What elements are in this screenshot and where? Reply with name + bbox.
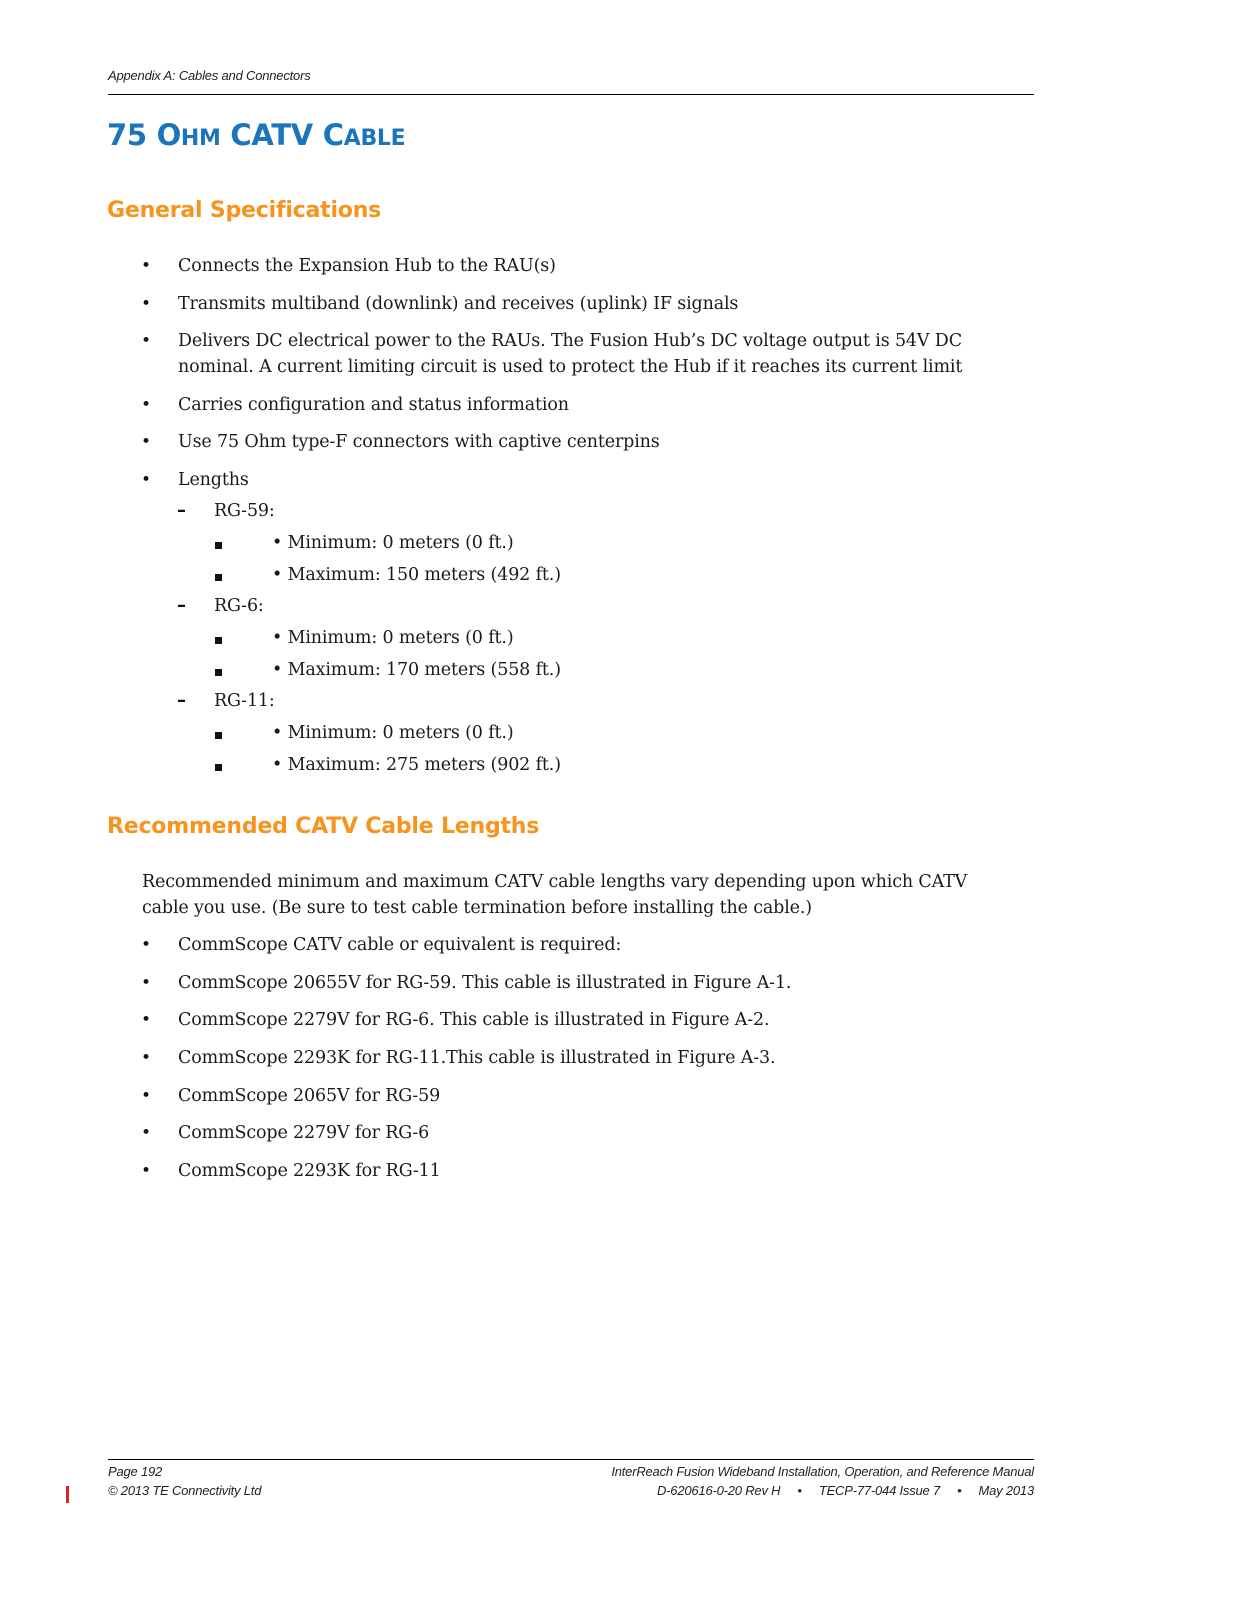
footer-rule (108, 1459, 1034, 1460)
spec-item: Delivers DC electrical power to the RAUs. The Fusion Hub’s DC voltage output is 54V DC (178, 331, 962, 351)
cable-type-rg11: RG-11: (214, 691, 275, 711)
dash-symbol: – (177, 500, 186, 521)
bullet-symbol: • (141, 256, 152, 276)
length-minimum: • Minimum: 0 meters (0 ft.) (272, 723, 514, 743)
spec-item-continuation: nominal. A current limiting circuit is used to protect the Hub if it reaches its current limit (178, 357, 963, 377)
document-id: D-620616-0-20 Rev H • TECP-77-044 Issue 7 • May 2013 (656, 1483, 1034, 1498)
running-header: Appendix A: Cables and Connectors (108, 68, 311, 83)
square-bullet-icon (215, 764, 222, 771)
square-bullet-icon (215, 637, 222, 644)
bullet-symbol: • (141, 432, 152, 452)
cable-type-rg59: RG-59: (214, 501, 275, 521)
bullet-symbol: • (141, 935, 152, 955)
bullet-symbol: • (141, 395, 152, 415)
recommended-item: CommScope 2065V for RG-59 (178, 1086, 441, 1106)
manual-title: InterReach Fusion Wideband Installation, Operation, and Reference Manual (611, 1464, 1034, 1479)
cable-type-rg6: RG-6: (214, 596, 264, 616)
title-ohm-initial: O (156, 118, 181, 152)
copyright: © 2013 TE Connectivity Ltd (108, 1483, 262, 1498)
page-title (107, 118, 405, 152)
recommended-item: CommScope 2293K for RG-11 (178, 1161, 441, 1181)
square-bullet-icon (215, 732, 222, 739)
title-ohm-smallcaps: HM (180, 126, 221, 151)
header-rule (108, 94, 1034, 95)
recommended-item: CommScope 2279V for RG-6. This cable is illustrated in Figure A-2. (178, 1010, 770, 1030)
general-specifications-heading: General Specifications (107, 198, 382, 223)
recommended-paragraph-line: Recommended minimum and maximum CATV cable lengths vary depending upon which CATV (142, 872, 968, 892)
spec-item-lengths: Lengths (178, 470, 249, 490)
bullet-symbol: • (141, 294, 152, 314)
recommended-item: CommScope CATV cable or equivalent is required: (178, 935, 622, 955)
dash-symbol: – (177, 690, 186, 711)
recommended-item: CommScope 2279V for RG-6 (178, 1123, 430, 1143)
page-number: Page 192 (108, 1464, 163, 1479)
bullet-symbol: • (141, 1161, 152, 1181)
length-maximum: • Maximum: 275 meters (902 ft.) (272, 755, 561, 775)
bullet-symbol: • (141, 1048, 152, 1068)
bullet-symbol: • (141, 1123, 152, 1143)
dash-symbol: – (177, 595, 186, 616)
recommended-item: CommScope 20655V for RG-59. This cable is illustrated in Figure A-1. (178, 973, 792, 993)
bullet-symbol: • (141, 470, 152, 490)
spec-item: Connects the Expansion Hub to the RAU(s) (178, 256, 556, 276)
length-maximum: • Maximum: 150 meters (492 ft.) (272, 565, 561, 585)
square-bullet-icon (215, 574, 222, 581)
title-number: 75 (107, 118, 157, 152)
spec-item: Transmits multiband (downlink) and receives (uplink) IF signals (178, 294, 739, 314)
length-minimum: • Minimum: 0 meters (0 ft.) (272, 533, 514, 553)
title-cable-smallcaps: ABLE (343, 126, 406, 151)
recommended-paragraph-line: cable you use. (Be sure to test cable termination before installing the cable.) (142, 898, 812, 918)
square-bullet-icon (215, 669, 222, 676)
spec-item: Use 75 Ohm type-F connectors with captive centerpins (178, 432, 660, 452)
bullet-symbol: • (141, 973, 152, 993)
length-maximum: • Maximum: 170 meters (558 ft.) (272, 660, 561, 680)
bullet-symbol: • (141, 331, 152, 351)
title-catv: CATV (220, 118, 323, 152)
recommended-lengths-heading: Recommended CATV Cable Lengths (107, 814, 540, 839)
recommended-item: CommScope 2293K for RG-11.This cable is illustrated in Figure A-3. (178, 1048, 776, 1068)
length-minimum: • Minimum: 0 meters (0 ft.) (272, 628, 514, 648)
title-cable-initial: C (322, 118, 344, 152)
square-bullet-icon (215, 542, 222, 549)
bullet-symbol: • (141, 1086, 152, 1106)
change-bar (66, 1486, 69, 1503)
spec-item: Carries configuration and status information (178, 395, 569, 415)
bullet-symbol: • (141, 1010, 152, 1030)
